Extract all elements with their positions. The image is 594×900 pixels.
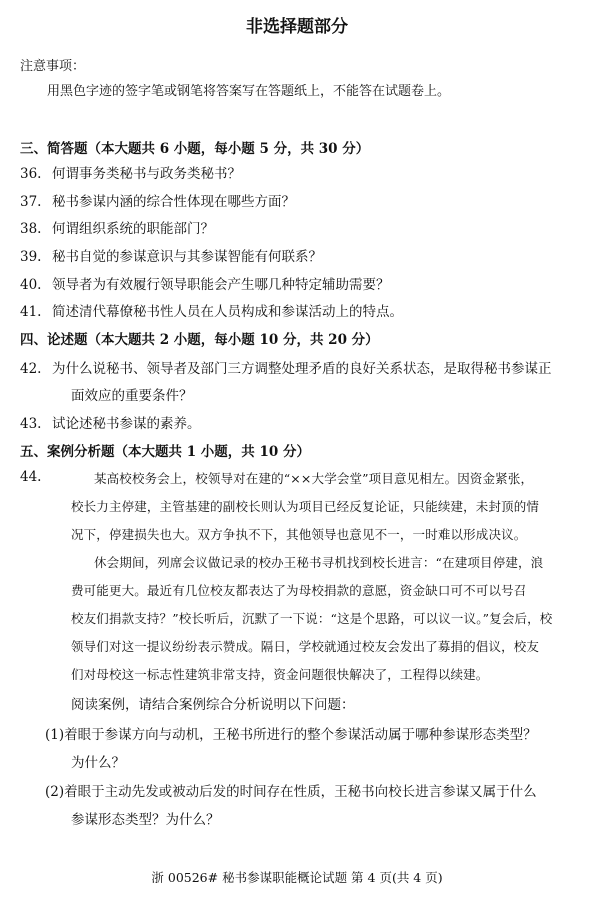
question-text: 何谓事务类秘书与政务类秘书？ — [52, 166, 241, 182]
question-40 — [20, 273, 390, 293]
question-43 — [20, 412, 201, 432]
page-footer: 浙 00526# 秘书参谋职能概论试题 第 4 页(共 4 页) — [151, 870, 443, 885]
question-41 — [20, 300, 403, 320]
question-number: 39. — [20, 249, 42, 265]
section-3-heading: 三、简答题（本大题共 6 小题，每小题 5 分，共 30 分） — [20, 141, 370, 157]
question-text: 简述清代幕僚秘书性人员在人员构成和参谋活动上的特点。 — [52, 304, 403, 320]
question-42 — [20, 357, 552, 377]
question-37 — [20, 190, 295, 210]
question-44-number: 44. — [20, 469, 42, 485]
question-text: 为什么说秘书、领导者及部门三方调整处理矛盾的良好关系状态，是取得秘书参谋正 — [52, 361, 552, 377]
case-paragraph-line: 费可能更大。最近有几位校友都表达了为母校捐款的意愿，资金缺口可不可以号召 — [71, 583, 527, 598]
question-number: 38. — [20, 221, 42, 237]
sub-question-2: (2)着眼于主动先发或被动后发的时间存在性质，王秘书向校长进言参谋又属于什么 — [45, 784, 537, 800]
question-number: 40. — [20, 277, 42, 293]
section-4-heading: 四、论述题（本大题共 2 小题，每小题 10 分，共 20 分） — [20, 332, 379, 348]
question-number: 42. — [20, 361, 42, 377]
question-text: 试论述秘书参谋的素养。 — [52, 416, 201, 432]
section-5-heading: 五、案例分析题（本大题共 1 小题，共 10 分） — [20, 444, 310, 460]
question-number: 36. — [20, 166, 42, 182]
case-paragraph-line: 们对母校这一标志性建筑非常支持，资金问题很快解决了，工程得以续建。 — [71, 667, 489, 682]
question-text: 秘书自觉的参谋意识与其参谋智能有何联系？ — [52, 249, 322, 265]
notes-heading: 注意事项： — [20, 59, 86, 74]
question-number: 41. — [20, 304, 42, 320]
notes-text: 用黑色字迹的签字笔或钢笔将答案写在答题纸上，不能答在试题卷上。 — [47, 84, 451, 99]
case-paragraph-line: 校友们捐款支持？”校长听后，沉默了一下说：“这是个思路，可以议一议。”复会后，校 — [71, 611, 553, 626]
question-text: 秘书参谋内涵的综合性体现在哪些方面？ — [52, 194, 295, 210]
question-text: 何谓组织系统的职能部门？ — [52, 221, 214, 237]
question-42-continuation: 面效应的重要条件？ — [71, 388, 193, 404]
case-paragraph-line: 休会期间，列席会议做记录的校办王秘书寻机找到校长进言：“在建项目停建，浪 — [94, 555, 544, 570]
question-36 — [20, 162, 241, 182]
question-38 — [20, 217, 214, 237]
case-paragraph-line: 某高校校务会上，校领导对在建的“××大学会堂”项目意见相左。因资金紧张， — [94, 471, 534, 486]
page-title: 非选择题部分 — [246, 17, 348, 37]
sub-question-2-continuation: 参谋形态类型？为什么？ — [71, 812, 220, 828]
case-paragraph-line: 况下，停建损失也大。双方争执不下，其他领导也意见不一，一时难以形成决议。 — [71, 527, 527, 542]
question-39 — [20, 245, 322, 265]
question-number: 37. — [20, 194, 42, 210]
question-text: 领导者为有效履行领导职能会产生哪几种特定辅助需要？ — [52, 277, 390, 293]
case-paragraph-line: 领导们对这一提议纷纷表示赞成。隔日，学校就通过校友会发出了募捐的倡议，校友 — [71, 639, 540, 654]
case-paragraph-line: 校长力主停建，主管基建的副校长则认为项目已经反复论证，只能续建，未封顶的情 — [71, 499, 540, 514]
question-number: 43. — [20, 416, 42, 432]
sub-question-1: (1)着眼于参谋方向与动机，王秘书所进行的整个参谋活动属于哪种参谋形态类型？ — [45, 727, 537, 743]
sub-question-1-continuation: 为什么？ — [71, 755, 125, 771]
case-prompt: 阅读案例，请结合案例综合分析说明以下问题： — [71, 697, 355, 713]
